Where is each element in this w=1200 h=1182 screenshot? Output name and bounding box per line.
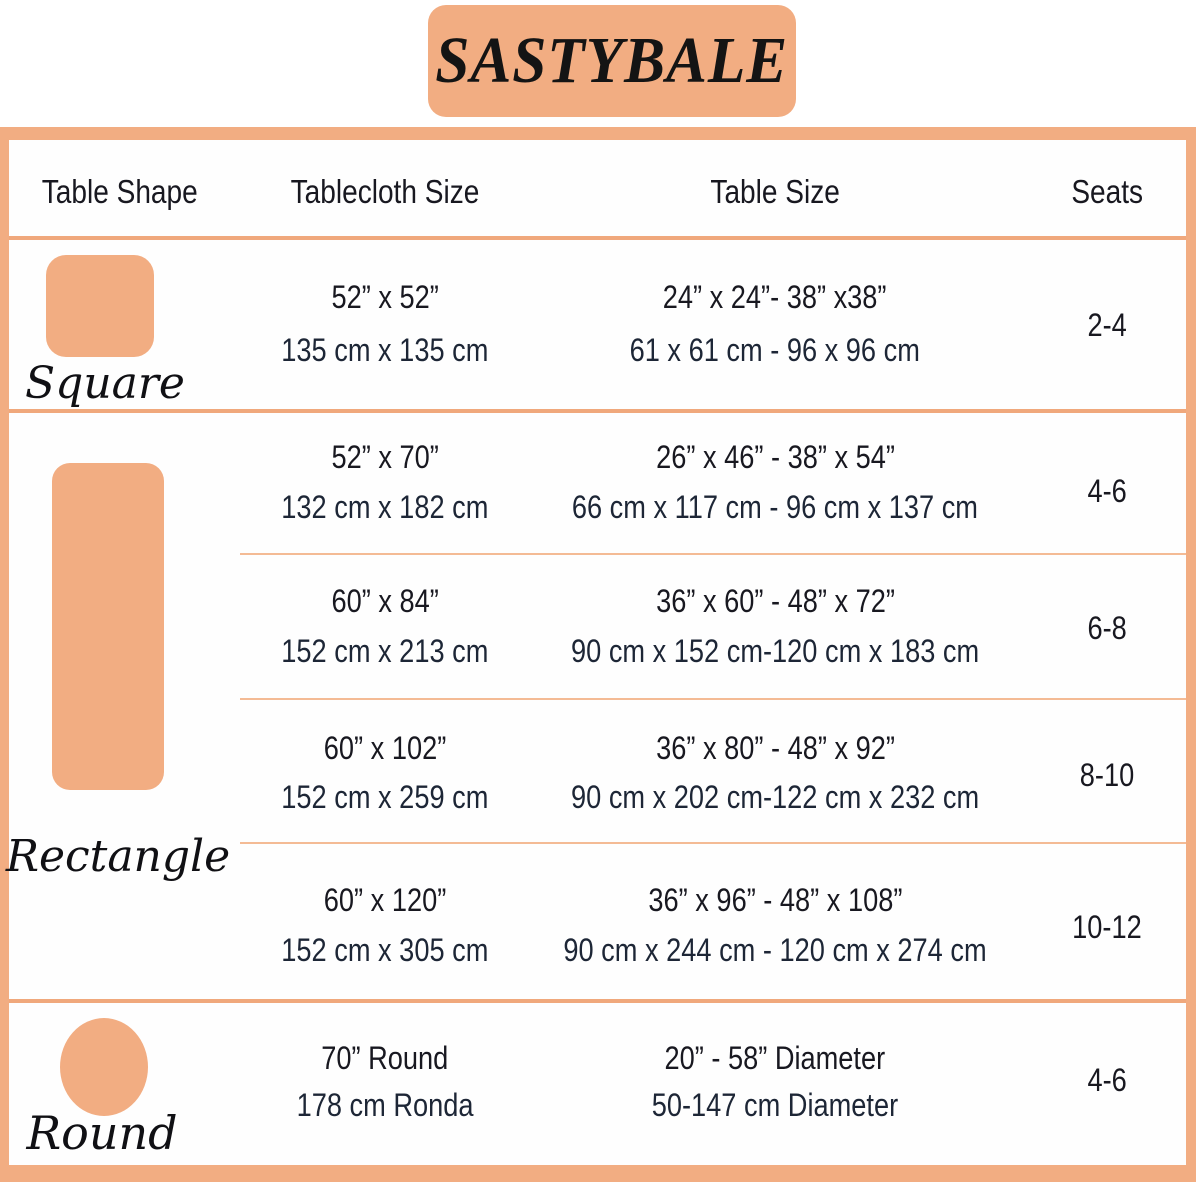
round-seats: 4-6 bbox=[1087, 1061, 1127, 1098]
square-tablecloth-cm: 135 cm x 135 cm bbox=[281, 331, 489, 368]
round-tablecloth-cm: 178 cm Ronda bbox=[296, 1086, 474, 1123]
column-header-table-size: Table Size bbox=[710, 173, 840, 210]
divider-rect-sub2 bbox=[240, 698, 1186, 700]
column-header-table-shape: Table Shape bbox=[42, 173, 198, 210]
rect1-table-inches: 26” x 46” - 38” x 54” bbox=[655, 438, 895, 475]
rect4-table-cm: 90 cm x 244 cm - 120 cm x 274 cm bbox=[563, 931, 987, 968]
square-table-inches: 24” x 24”- 38” x38” bbox=[663, 278, 887, 315]
square-tablecloth-inches: 52” x 52” bbox=[331, 278, 439, 315]
round-tablecloth-inches: 70” Round bbox=[321, 1039, 449, 1076]
rect1-table-cm: 66 cm x 117 cm - 96 cm x 137 cm bbox=[571, 488, 979, 525]
brand-name: SASTYBALE bbox=[435, 24, 789, 97]
column-header-seats: Seats bbox=[1071, 173, 1143, 210]
shape-label-square: Square bbox=[25, 357, 185, 409]
rect2-table-cm: 90 cm x 152 cm-120 cm x 183 cm bbox=[570, 632, 980, 669]
rect4-seats: 10-12 bbox=[1072, 908, 1142, 945]
column-header-tablecloth-size: Tablecloth Size bbox=[290, 173, 480, 210]
brand-banner bbox=[428, 5, 796, 117]
rect1-seats: 4-6 bbox=[1087, 472, 1127, 509]
divider-square-rectangle bbox=[9, 409, 1186, 413]
rect3-seats: 8-10 bbox=[1079, 756, 1135, 793]
rect3-tablecloth-inches: 60” x 102” bbox=[323, 729, 447, 766]
square-shape-icon bbox=[46, 255, 154, 357]
rect1-tablecloth-inches: 52” x 70” bbox=[331, 438, 439, 475]
rect4-tablecloth-inches: 60” x 120” bbox=[323, 881, 447, 918]
rect4-table-inches: 36” x 96” - 48” x 108” bbox=[648, 881, 902, 918]
rectangle-shape-icon bbox=[52, 463, 164, 790]
rect3-tablecloth-cm: 152 cm x 259 cm bbox=[281, 778, 489, 815]
rect2-tablecloth-inches: 60” x 84” bbox=[331, 582, 439, 619]
divider-rect-sub1 bbox=[240, 553, 1186, 555]
rect2-tablecloth-cm: 152 cm x 213 cm bbox=[281, 632, 489, 669]
circle-shape-icon bbox=[60, 1018, 148, 1116]
divider-rect-sub3 bbox=[240, 842, 1186, 844]
rect3-table-inches: 36” x 80” - 48” x 92” bbox=[655, 729, 895, 766]
square-seats: 2-4 bbox=[1087, 306, 1127, 343]
square-table-cm: 61 x 61 cm - 96 x 96 cm bbox=[629, 331, 921, 368]
round-table-inches: 20” - 58” Diameter bbox=[664, 1039, 886, 1076]
divider-header bbox=[9, 236, 1186, 240]
divider-rectangle-round bbox=[9, 999, 1186, 1003]
rect2-seats: 6-8 bbox=[1087, 609, 1127, 646]
shape-label-round: Round bbox=[26, 1106, 178, 1160]
rect2-table-inches: 36” x 60” - 48” x 72” bbox=[655, 582, 895, 619]
rect4-tablecloth-cm: 152 cm x 305 cm bbox=[281, 931, 489, 968]
shape-label-rectangle: Rectangle bbox=[5, 830, 231, 882]
rect3-table-cm: 90 cm x 202 cm-122 cm x 232 cm bbox=[570, 778, 980, 815]
rect1-tablecloth-cm: 132 cm x 182 cm bbox=[281, 488, 489, 525]
round-table-cm: 50-147 cm Diameter bbox=[651, 1086, 899, 1123]
